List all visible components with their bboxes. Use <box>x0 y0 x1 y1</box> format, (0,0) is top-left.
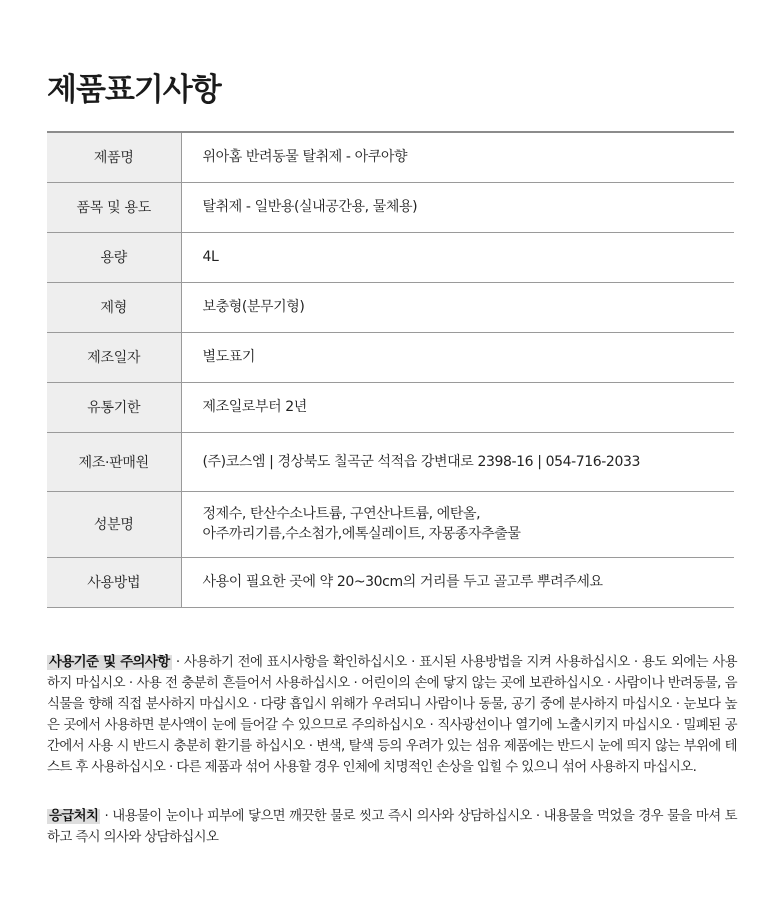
spec-key: 유통기한 <box>47 382 181 432</box>
spec-row-usage <box>47 557 734 607</box>
spec-value: 탈취제 - 일반용(실내공간용, 물체용) <box>181 182 734 232</box>
product-spec-table <box>47 131 734 608</box>
spec-row-product-name <box>47 132 734 182</box>
caution-text: · 사용하기 전에 표시사항을 확인하십시오 · 표시된 사용방법을 지켜 사용하십시오 · 용도 외에는 사용하지 마십시오 · 사용 전 충분히 흔들어서 사용하십시오 · 어린이의 손에 닿지 않는 곳에 보관하십시오 · 사람이나 반려동물, 음식물을 향해 직접 분사하지 마십시오 · 다량 흡입시 위해가 우려되니 사람이나 동물, 공기 중에 분사하지 마십시오 · 눈보다 높은 곳에서 사용하면 분사액이 눈에 들어갈 수 있으므로 주의하십시오 · 직사광선이나 열기에 노출시키지 마십시오 · 밀폐된 공간에서 사용 시 반드시 충분히 환기를 하십시오 · 변색, 탈색 등의 우려가 있는 섬유 제품에는 반드시 눈에 띄지 않는 부위에 테스트 후 사용하십시오 · 다른 제품과 섞어 사용할 경우 인체에 치명적인 손상을 입힐 수 있으니 섞어 사용하지 마십시오. <box>47 655 737 775</box>
first-aid-label: 응급처치 <box>49 809 99 824</box>
spec-value: 보충형(분무기형) <box>181 282 734 332</box>
spec-row-ingredients <box>47 491 734 557</box>
page-title: 제품표기사항 <box>47 72 221 108</box>
spec-row-volume <box>47 232 734 282</box>
spec-key: 제조일자 <box>47 332 181 382</box>
spec-value: (주)코스엠 | 경상북도 칠곡군 석적읍 강변대로 2398-16 | 054-716-2033 <box>181 432 734 491</box>
caution-notice <box>47 652 737 778</box>
spec-row-form <box>47 282 734 332</box>
spec-key: 사용방법 <box>47 557 181 607</box>
spec-key: 품목 및 용도 <box>47 182 181 232</box>
spec-key: 제형 <box>47 282 181 332</box>
spec-value: 위아홈 반려동물 탈취제 - 아쿠아향 <box>181 132 734 182</box>
spec-value: 4L <box>181 232 734 282</box>
caution-label: 사용기준 및 주의사항 <box>49 655 170 670</box>
spec-value: 별도표기 <box>181 332 734 382</box>
spec-key: 제조·판매원 <box>47 432 181 491</box>
spec-key: 용량 <box>47 232 181 282</box>
spec-value: 사용이 필요한 곳에 약 20~30cm의 거리를 두고 골고루 뿌려주세요 <box>181 557 734 607</box>
spec-value: 제조일로부터 2년 <box>181 382 734 432</box>
spec-value <box>181 491 734 557</box>
spec-key: 제품명 <box>47 132 181 182</box>
spec-row-manufacture-date <box>47 332 734 382</box>
spec-row-category <box>47 182 734 232</box>
spec-row-manufacturer <box>47 432 734 491</box>
spec-key: 성분명 <box>47 491 181 557</box>
first-aid-notice <box>47 806 737 848</box>
spec-row-expiry <box>47 382 734 432</box>
first-aid-text: · 내용물이 눈이나 피부에 닿으면 깨끗한 물로 씻고 즉시 의사와 상담하십시오 · 내용물을 먹었을 경우 물을 마셔 토하고 즉시 의사와 상담하십시오 <box>47 809 737 845</box>
ingredients-line-1: 정제수, 탄산수소나트륨, 구연산나트륨, 에탄올, <box>202 506 481 522</box>
ingredients-line-2: 아주까리기름,수소첨가,에톡실레이트, 자몽종자추출물 <box>202 526 521 542</box>
